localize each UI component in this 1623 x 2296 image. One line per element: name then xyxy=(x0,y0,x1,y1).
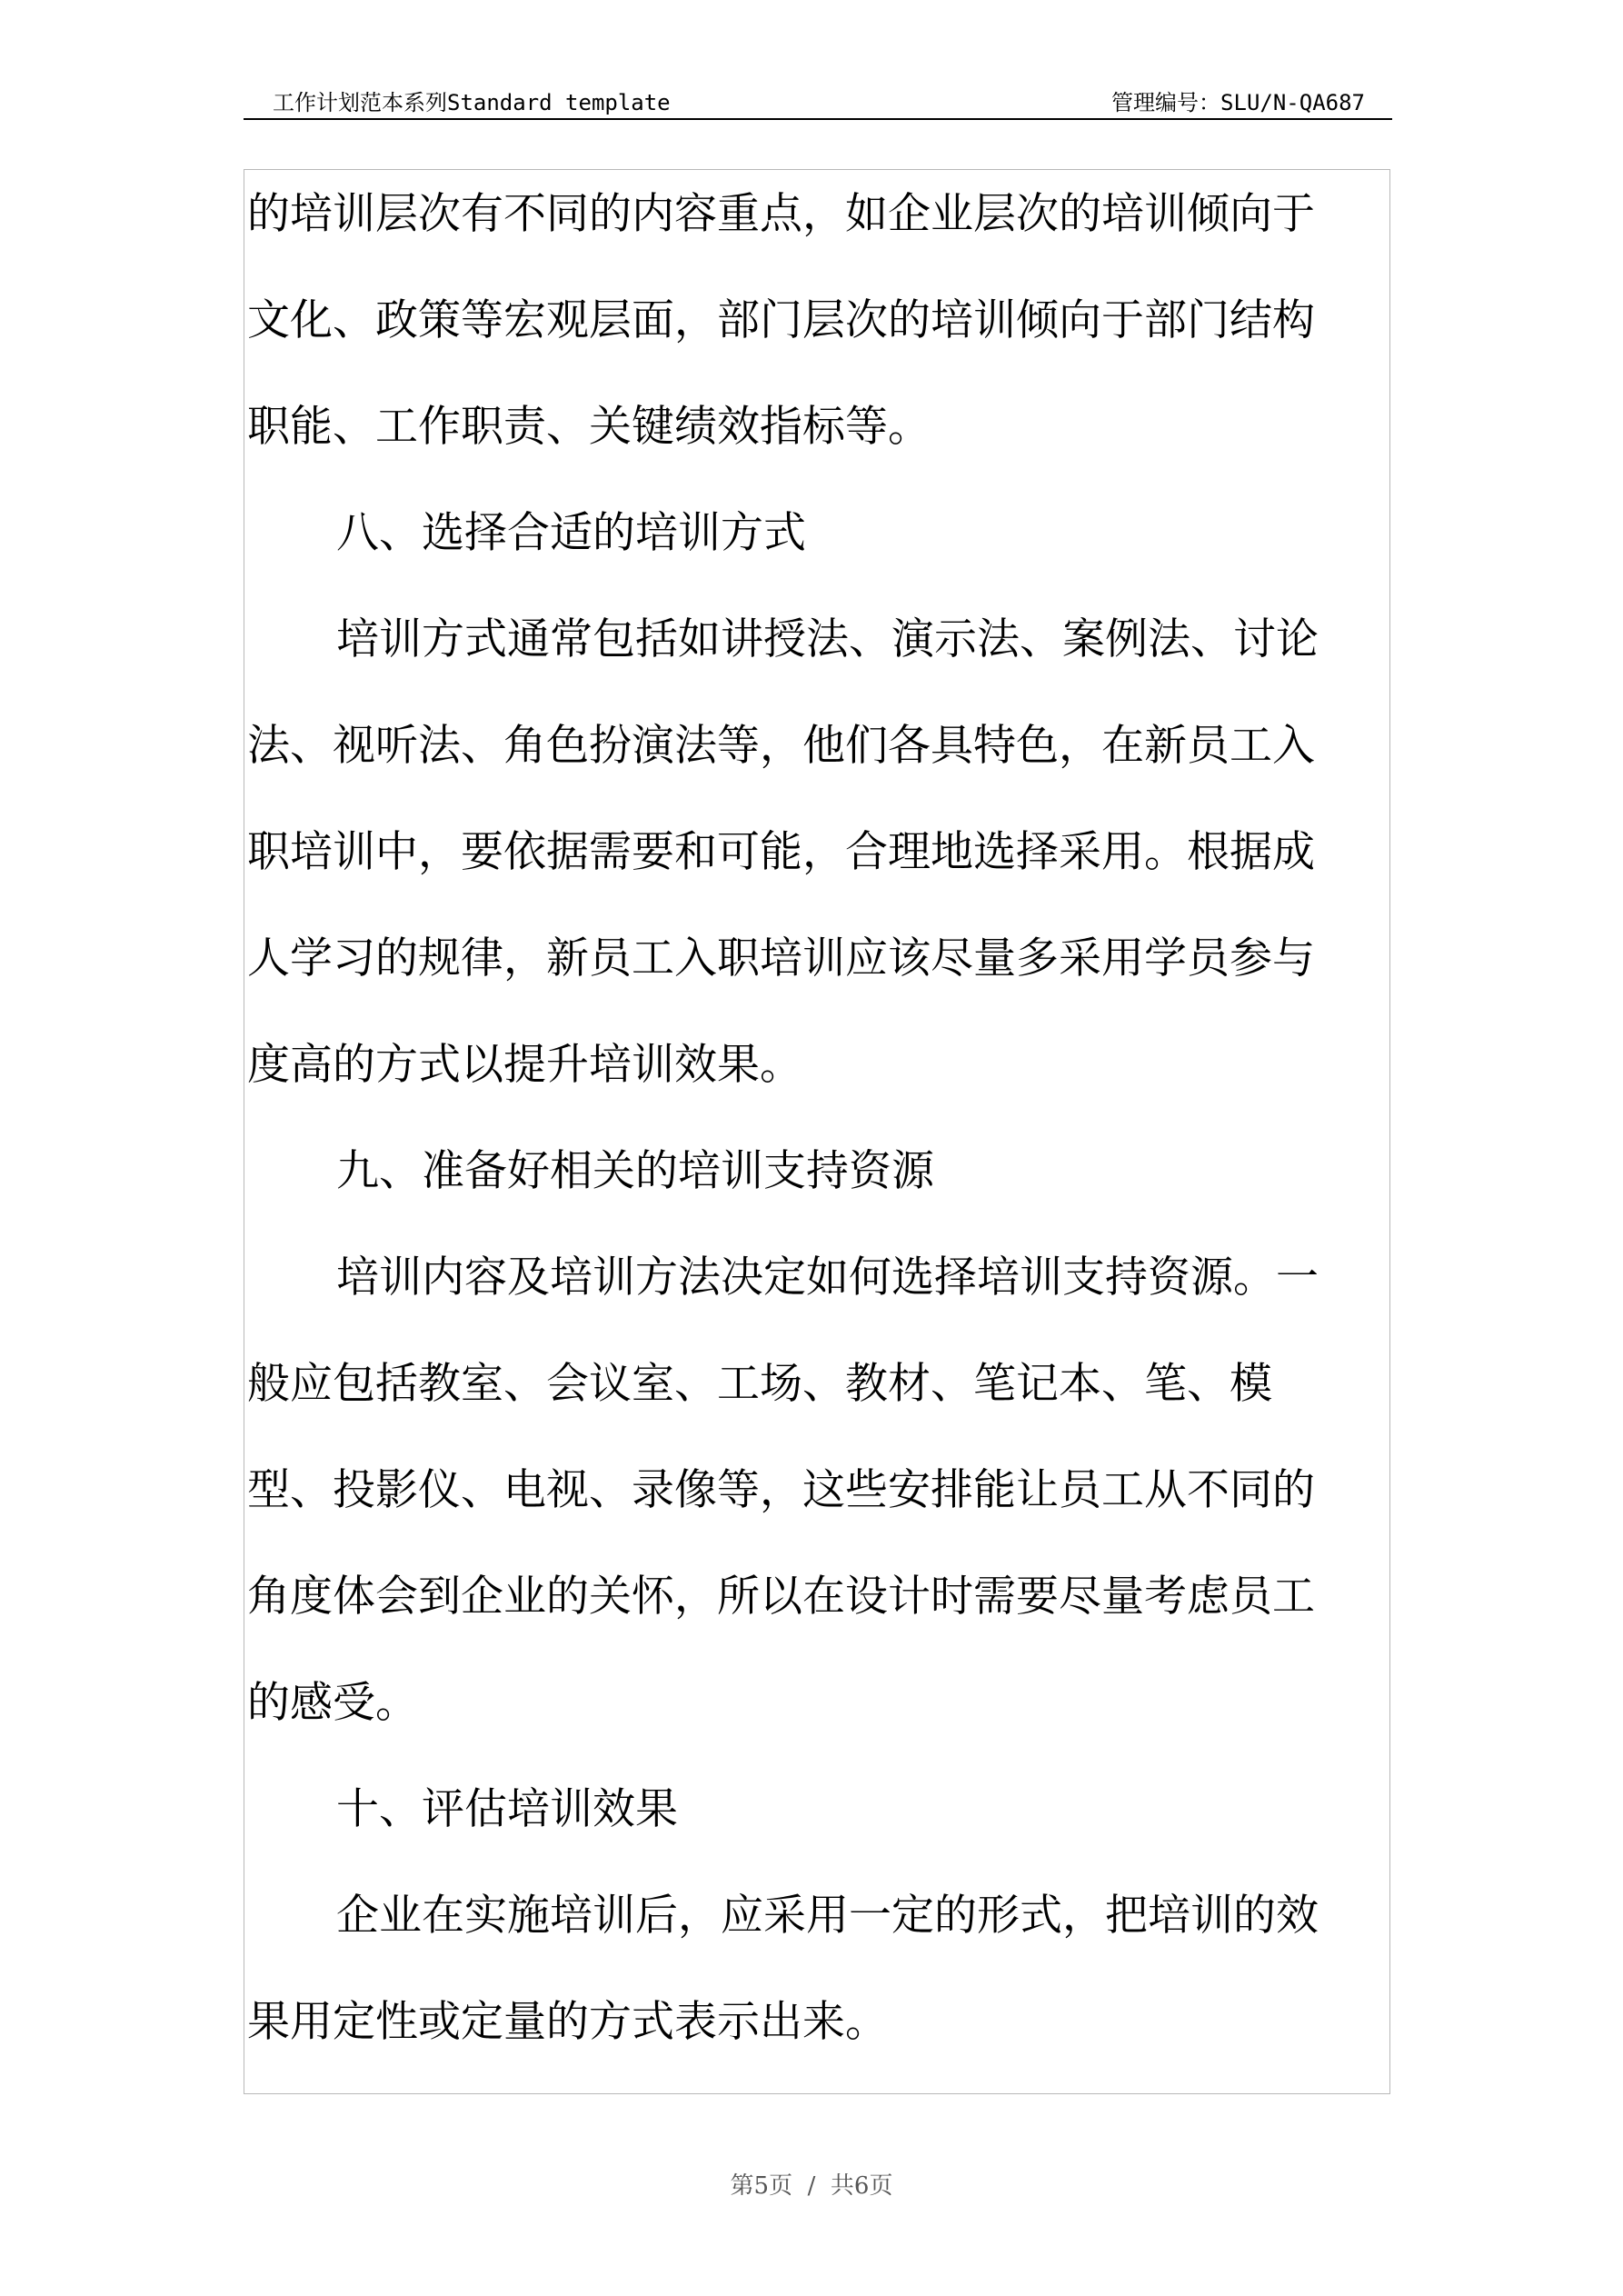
body-line: 度高的方式以提升培训效果。 xyxy=(247,1040,802,1090)
body-line: 角度体会到企业的关怀，所以在设计时需要尽量考虑员工 xyxy=(247,1572,1315,1622)
body-line: 的感受。 xyxy=(247,1678,418,1728)
body-line: 人学习的规律，新员工入职培训应该尽量多采用学员参与 xyxy=(247,933,1315,983)
page-header xyxy=(244,87,1392,120)
body-line: 的培训层次有不同的内容重点，如企业层次的培训倾向于 xyxy=(247,189,1315,239)
body-line: 法、视听法、角色扮演法等，他们各具特色，在新员工入 xyxy=(247,721,1315,771)
section-heading: 八、选择合适的培训方式 xyxy=(336,508,806,558)
body-line: 企业在实施培训后，应采用一定的形式，把培训的效 xyxy=(336,1891,1319,1941)
body-line: 职能、工作职责、关键绩效指标等。 xyxy=(247,402,931,452)
section-heading: 九、准备好相关的培训支持资源 xyxy=(336,1146,934,1196)
page-number: 第5页 / 共6页 xyxy=(730,2172,893,2200)
header-series-title: 工作计划范本系列Standard template xyxy=(273,90,671,115)
body-line: 型、投影仪、电视、录像等，这些安排能让员工从不同的 xyxy=(247,1465,1315,1515)
header-document-number: 管理编号：SLU/N-QA687 xyxy=(1111,90,1365,115)
body-line: 文化、政策等宏观层面，部门层次的培训倾向于部门结构 xyxy=(247,295,1315,345)
body-line: 职培训中，要依据需要和可能，合理地选择采用。根据成 xyxy=(247,827,1315,877)
section-heading: 十、评估培训效果 xyxy=(336,1784,678,1834)
body-line: 培训内容及培训方法决定如何选择培训支持资源。一 xyxy=(336,1253,1319,1303)
body-line: 培训方式通常包括如讲授法、演示法、案例法、讨论 xyxy=(336,614,1319,664)
body-line: 般应包括教室、会议室、工场、教材、笔记本、笔、模 xyxy=(247,1359,1272,1409)
body-line: 果用定性或定量的方式表示出来。 xyxy=(247,1997,888,2047)
